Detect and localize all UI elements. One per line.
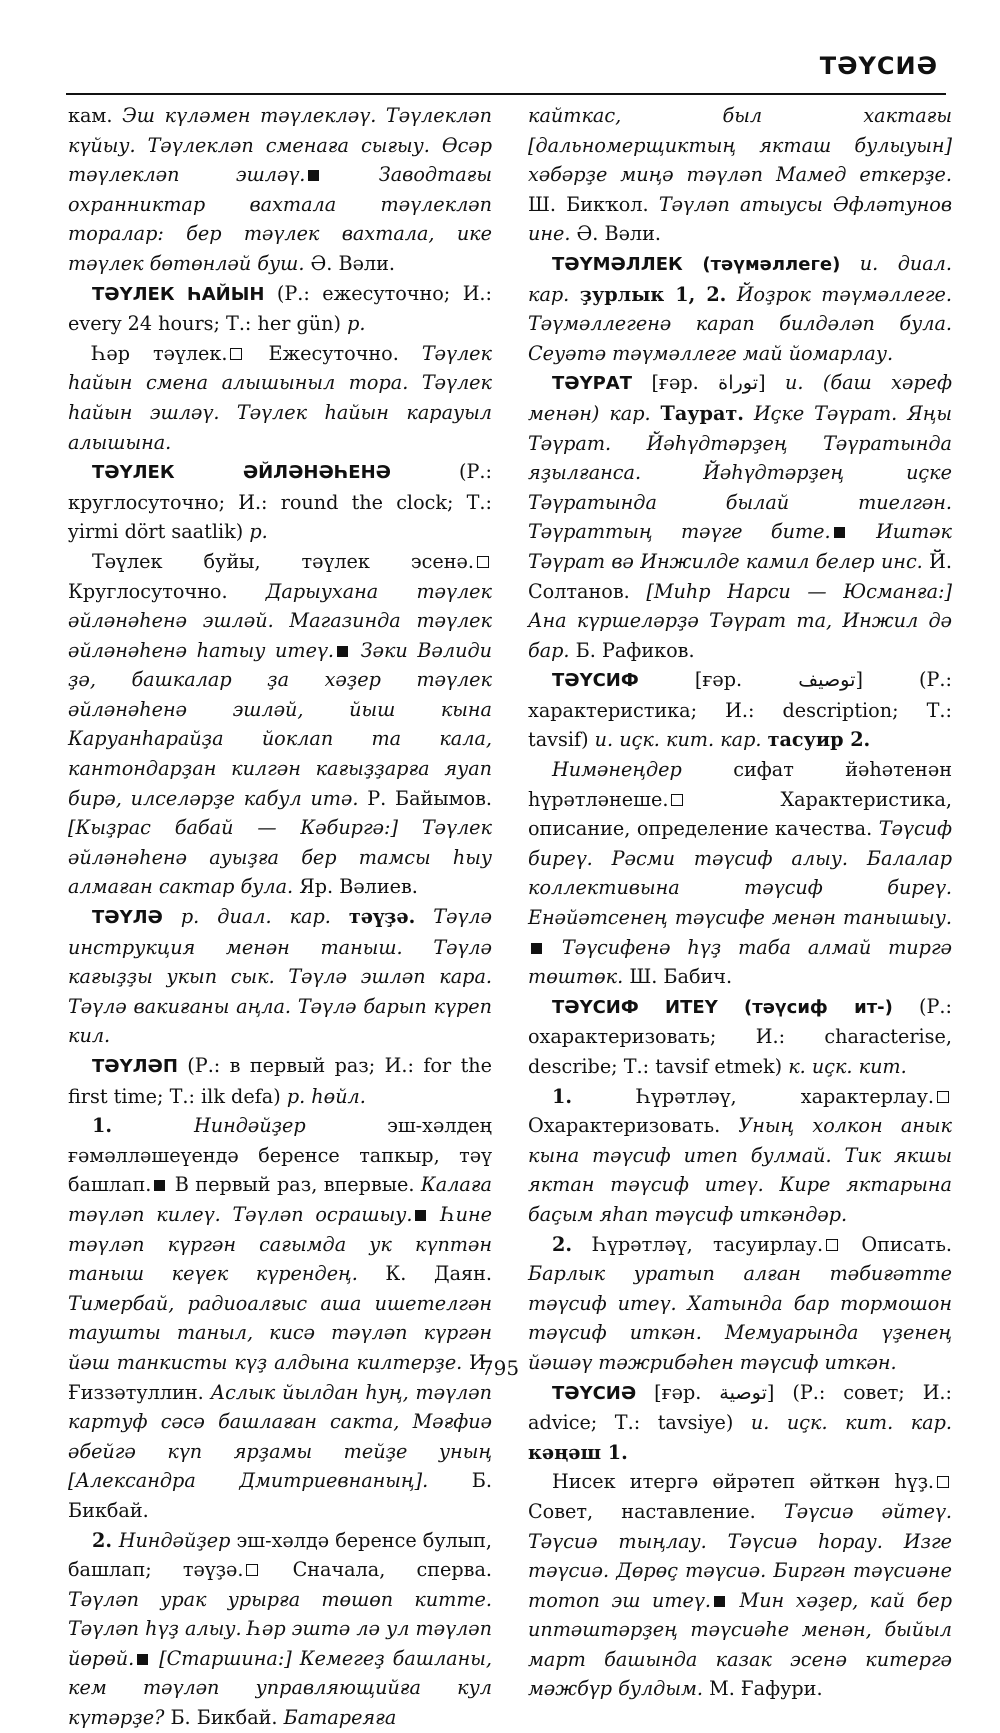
dictionary-entry [68, 279, 492, 339]
dictionary-entry [68, 902, 492, 1051]
entry-text: Характеристика, описание, определение качества. [528, 787, 952, 841]
dictionary-entry [68, 1111, 492, 1525]
entry-text: Тәүлә инструкция менән таныш. Тәүлә кағыҙҙы укып сык. Тәүлә эшләп кара. Тәүлә вакиғаны аңла. Тәүлә барып күреп кил. [68, 905, 492, 1048]
dictionary-entry [68, 457, 492, 547]
headword: ТӘҮСИФ [552, 670, 639, 692]
entry-text: Ш. Бикҡол. [528, 192, 659, 216]
entry-text: توصيف [798, 668, 856, 692]
dictionary-entry [68, 101, 492, 279]
entry-text: Совет, наставление. [528, 1499, 784, 1523]
entry-text: Б. Бикбай. [164, 1706, 284, 1730]
entry-text: Тәүсифенә һүҙ таба алмай тиргә төштөк. [528, 935, 952, 989]
entry-text: [Кыҙрас бабай — Кәбиргә:] Тәүлек әйләнәһенә ауыҙға бер тамсы һыу алмаған сактар була. [68, 816, 492, 899]
entry-text: р. диал. кар. [162, 905, 349, 929]
entry-text: 2. [552, 1232, 593, 1256]
headword: ТӘҮМӘЛЛЕК (тәүмәллеге) [552, 253, 841, 275]
dictionary-entry [528, 249, 952, 368]
dictionary-entry [528, 1082, 952, 1230]
entry-text: тасуир 2. [767, 728, 871, 752]
example-marker-icon [154, 1180, 165, 1191]
translation-marker-icon [826, 1239, 838, 1251]
entry-text: 2. [92, 1528, 119, 1552]
example-marker-icon [531, 943, 542, 954]
entry-text: [ғәр. [638, 668, 799, 692]
entry-text: Ниндәйҙер [118, 1528, 231, 1552]
entry-text: и. (баш хәреф менән) кар. [528, 371, 952, 425]
dictionary-entry [528, 665, 952, 755]
entry-text: Таурат. [660, 401, 744, 425]
entry-text: Й. Солтанов. [528, 549, 952, 603]
entry-text: Иштәк Тәүрат вә Инжилде камил белер инс. [528, 520, 952, 573]
entry-text: Һүрәтләү, тасуирлау. [592, 1232, 824, 1256]
dictionary-entry [68, 1526, 492, 1733]
entry-text: р. [347, 312, 366, 336]
entry-text: Нимәнеңдер [552, 758, 682, 782]
entry-text: توصية [719, 1380, 767, 1404]
headword: ТӘҮСИФ ИТЕҮ (тәүсиф ит-) [552, 996, 893, 1018]
entry-text: توراة [718, 371, 759, 395]
entry-text: Мин хәҙер, кай бер иптәштәрҙең тәүсиәһе менән, быйыл март башында казак эсенә китергә мәжбүр булдым. [528, 1588, 952, 1701]
dictionary-entry [68, 1051, 492, 1111]
headword: ТӘҮЛЕК ӘЙЛӘНӘҺЕНӘ [92, 462, 391, 484]
entry-text: [ғәр. [636, 1380, 720, 1404]
entry-text: к. иҫк. кит. [788, 1055, 907, 1078]
entry-text: ] (Р.: совет; И.: advice; Т.: tavsiye) [528, 1380, 952, 1435]
entry-text: и. иҫк. кит. кар. [750, 1411, 952, 1435]
entry-text: эш-хәлдә беренсе булып, башлап; тәүҙә. [68, 1528, 492, 1582]
entry-text: (Р.: круглосуточно; И.: round the clock; Т.: yirmi dört saatlik) [68, 460, 492, 544]
dictionary-entry [528, 992, 952, 1082]
entry-text: Тәүләп атыусы Әфләтунов ине. [528, 192, 952, 246]
entry-text: М. Ғафури. [702, 1677, 823, 1701]
entry-text: [Миһр Нарси — Юсманға:] Ана күршеләрҙә Тәүрат та, Инжил дә бар. [528, 579, 952, 662]
entry-text: р. [249, 520, 268, 544]
entry-text: р. һөйл. [286, 1084, 366, 1108]
entry-text: Тимербай, радиоалғыс аша ишетелгән таушты таныл, кисә тәүләп күргән йәш танкисты күҙ алдына килтерҙе. [68, 1291, 492, 1374]
entry-text: Тәүсиф биреү. Рәсми тәүсиф алыу. Балалар коллективына тәүсиф биреү. Енәйәтсенең тәүсифе менән танышыу. [528, 817, 952, 930]
entry-text: Нисек итергә өйрәтеп әйткән һүҙ. [552, 1470, 934, 1494]
entry-text: Охарактеризовать. [528, 1114, 739, 1138]
entry-text: ] (Р.: характеристика; И.: description; Т.: tavsif) [528, 668, 952, 752]
entry-text: И. Ғиззәтуллин. [68, 1350, 492, 1404]
entry-text: Тәүлек һайын смена алышыныл тора. Тәүлек һайын эшләү. Тәүлек һайын карауыл алышына. [68, 341, 492, 454]
dictionary-entry [68, 547, 492, 902]
entry-text: В первый раз, впервые. [174, 1173, 421, 1197]
page-number: 795 [480, 1356, 520, 1380]
translation-marker-icon [671, 794, 683, 806]
entry-text: [ғәр. [632, 371, 719, 395]
entry-text: Тәүлек буйы, тәүлек эсенә. [92, 549, 474, 573]
entry-text: [Старшина:] Кемегеҙ башланы, кем тәүләп управляющийға кул күтәрҙе? [68, 1646, 492, 1730]
entry-text: тәүҙә. [348, 905, 416, 929]
entry-text: Һүрәтләү, характерлау. [636, 1084, 934, 1108]
entry-text: Яр. Вәлиев. [293, 875, 418, 899]
entry-text: Ә. Вәли. [570, 222, 662, 246]
header-rule [66, 93, 946, 95]
entry-text: и. диал. кар. [528, 251, 952, 306]
entry-text: Б. Бикбай. [68, 1469, 492, 1522]
example-marker-icon [137, 1654, 148, 1665]
dictionary-entry [528, 101, 952, 249]
headword: ТӘҮЛӘП [92, 1056, 178, 1077]
headword: ТӘҮЛӘ [92, 907, 163, 929]
example-marker-icon [714, 1596, 725, 1607]
example-marker-icon [834, 527, 845, 538]
entry-text: Эш күләмен тәүлекләү. Тәүлекләп күйыу. Тәүлекләп сменаға сығыу. Өсәр тәүлекләп эшләү. [68, 104, 492, 187]
dictionary-entry [68, 339, 492, 457]
entry-text: (Р.: ежесуточно; И.: every 24 hours; Т.: her gün) [68, 281, 492, 336]
dictionary-entry [528, 1467, 952, 1704]
entry-text: Йоҙрок тәүмәллеге. Тәүмәллегенә карап билдәләп була. Сеуәтә тәүмәллеге май йомарлау. [528, 282, 952, 365]
entry-text: Заводтағы охранниктар вахтала тәүлекләп торалар: бер тәүлек вахтала, ике тәүлек бөтөнләй буш. [68, 163, 492, 275]
dictionary-entry [528, 755, 952, 992]
entry-text: ] [758, 371, 785, 395]
entry-text: эш-хәлдең ғәмәлләшеүендә беренсе тапкыр, тәү башлап. [68, 1114, 492, 1197]
headword: ТӘҮСИӘ [552, 1382, 637, 1404]
entry-text: Уның холкон анык кына тәүсиф итеп булмай. Тик якшы яктан тәүсиф итеү. Кире яктарына баҫым яһап тәүсиф иткәндәр. [528, 1114, 952, 1226]
entry-text: ҙурлык 1, 2. [579, 282, 727, 306]
entry-text: 1. [552, 1084, 637, 1108]
translation-marker-icon [477, 556, 489, 568]
entry-text: Тәүсиә әйтеү. Тәүсиә тыңлау. Тәүсиә һорау. Изге тәүсиә. Дөрөҫ тәүсиә. Биргән тәүсиәне тотоп эш итеү. [528, 1499, 952, 1612]
entry-text: Һәр тәүлек. [92, 341, 228, 365]
entry-text: Б. Рафиков. [569, 638, 695, 662]
running-header: ТӘҮСИӘ [819, 52, 938, 80]
right-column [528, 101, 952, 1704]
entry-text: Тәүләп урак урырға төшөп китте. Тәүләп һүҙ алыу. Һәр эштә лә ул тәүләп йөрөй. [68, 1587, 492, 1670]
entry-text: Ниндәйҙер [193, 1114, 306, 1138]
entry-text: (Р.: охарактеризовать; И.: characterise, describe; Т.: tavsif etmek) [528, 994, 952, 1078]
translation-marker-icon [937, 1476, 949, 1488]
entry-text: сифат йәһәтенән һүрәтләнеше. [528, 758, 952, 811]
translation-marker-icon [937, 1091, 949, 1103]
translation-marker-icon [246, 1564, 258, 1576]
entry-text: Аслык йылдан һуң, тәүләп картуф сәсә башлаған сакта, Мәғфиә әбейгә күп ярҙамы тейҙе уның [Александра Дмитриевнаның]. [68, 1380, 492, 1493]
entry-text: и. иҫк. кит. кар. [594, 728, 768, 752]
example-marker-icon [308, 170, 319, 181]
entry-text: Зәки Вәлиди ҙә, башкалар ҙа хәҙер тәүлек әйләнәһенә эшләй, йыш кына Каруанһарайҙа йоклап та кала, кантондарҙан килгән кағыҙҙарға яуап бирә, илселәрҙе кабул итә. [68, 638, 492, 810]
entry-text: Һине тәүләп күргән сағымда ук күптән таныш кеүек күрендең. [68, 1202, 492, 1286]
entry-text: К. Даян. [357, 1262, 492, 1286]
entry-text: Описать. [861, 1232, 952, 1256]
entry-text: Ә. Вәли. [304, 251, 395, 275]
entry-text: Батареяға [283, 1706, 397, 1730]
entry-text: кам. [68, 104, 123, 127]
entry-text: 1. [92, 1114, 194, 1138]
entry-text: Барлык уратып алған тәбиғәтте тәүсиф итеү. Хатында бар тормошон тәүсиф иткән. Мемуарында үҙенең йәшәү тәжрибәһен тәүсиф иткән. [528, 1262, 952, 1374]
entry-text: Ежесуточно. [268, 341, 422, 365]
headword: ТӘҮЛЕК ҺАЙЫН [92, 283, 265, 305]
entry-text: Круглосуточно. [68, 579, 266, 603]
entry-text: Р. Байымов. [358, 786, 492, 810]
entry-text: кайткас, был хактағы [дальномерщиктың якташ булыуын] хәбәрҙе миңә тәүләп Мамед еткерҙе. [528, 104, 952, 187]
entry-text: (Р.: в первый раз; И.: for the first time; Т.: ilk defa) [68, 1054, 492, 1108]
example-marker-icon [415, 1210, 426, 1221]
example-marker-icon [337, 646, 348, 657]
dictionary-entry [528, 1378, 952, 1468]
entry-text: Дарыухана тәүлек әйләнәһенә эшләй. Магазинда тәүлек әйләнәһенә һатыу итеү. [68, 579, 492, 662]
entry-text: Калаға тәүләп килеү. Тәүләп осрашыу. [68, 1173, 492, 1226]
entry-text: кәңәш 1. [528, 1440, 628, 1464]
entry-text: Ш. Бабич. [623, 965, 733, 989]
dictionary-entry [528, 368, 952, 665]
entry-text: Иҫке Тәүрат. Яңы Тәүрат. Йәһүдтәрҙең Тәүратында яҙылғанса. Йәһүдтәрҙең иҫке Тәүратында былай тиелгән. Тәүраттың тәүге бите. [528, 401, 952, 544]
entry-text: Сначала, сперва. [292, 1558, 492, 1582]
left-column [68, 101, 492, 1733]
translation-marker-icon [230, 348, 242, 360]
headword: ТӘҮРАТ [552, 373, 632, 395]
